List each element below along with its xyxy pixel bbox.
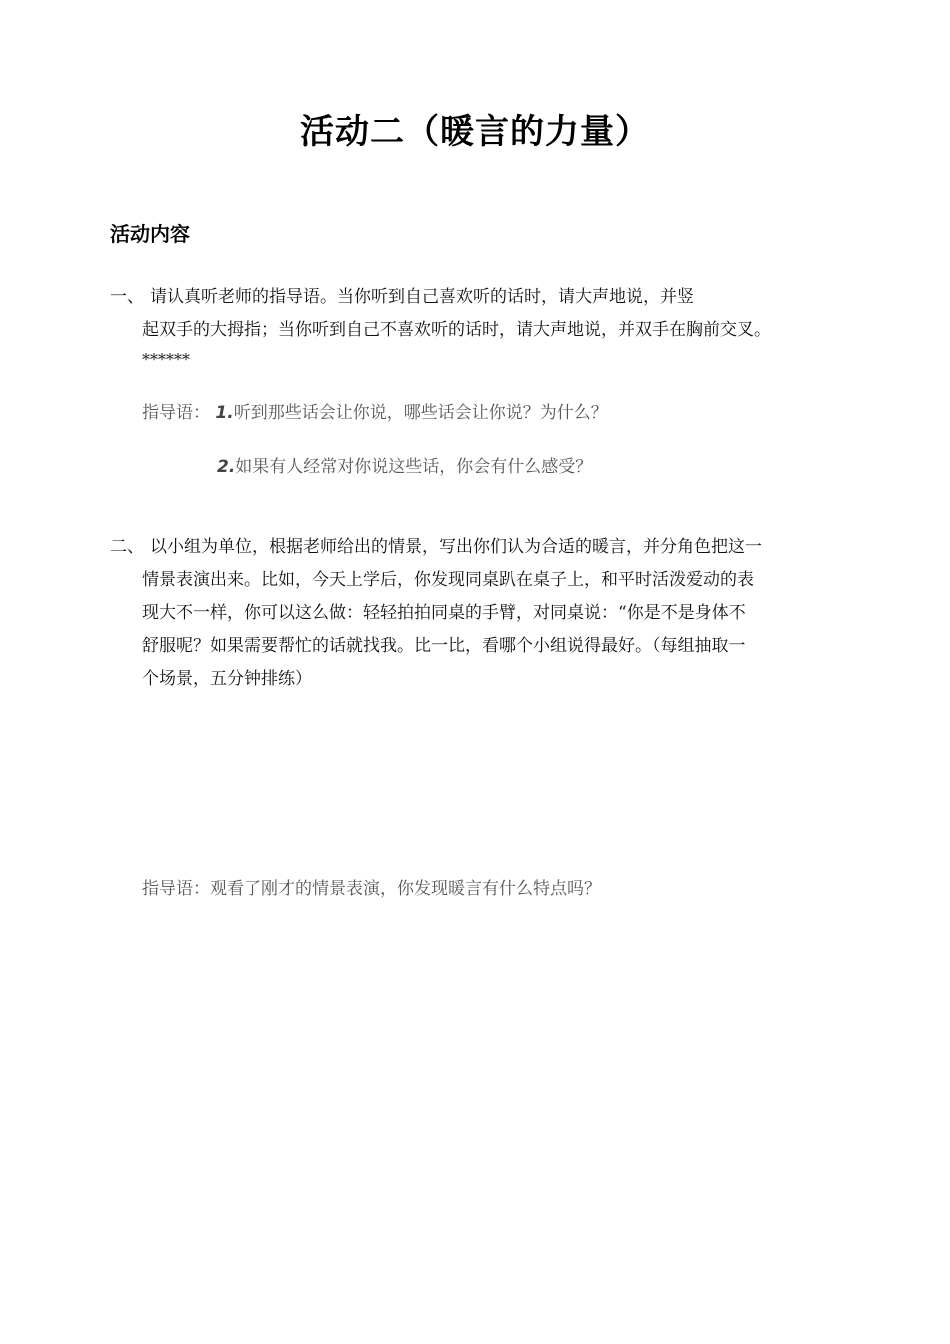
item-1-line-2: 起双手的大拇指；当你听到自己不喜欢听的话时，请大声地说，并双手在胸前交叉。	[142, 320, 771, 340]
guide-prompt-3: 指导语：观看了刚才的情景表演，你发现暖言有什么特点吗？	[142, 879, 601, 899]
item-2-line-5: 个场景，五分钟排练）	[142, 669, 312, 689]
item-1-line-1: 请认真听老师的指导语。当你听到自己喜欢听的话时，请大声地说，并竖	[150, 287, 694, 307]
guide-1-number: 1.	[215, 403, 234, 423]
asterisk-separator: ******	[142, 350, 190, 369]
item-2-marker: 二、	[110, 537, 144, 557]
guide-1-label: 指导语：	[142, 403, 210, 423]
guide-2-number: 2.	[217, 457, 236, 477]
guide-prompt-1	[142, 398, 608, 423]
activity-item-1	[110, 281, 850, 347]
item-2-line-1: 以小组为单位，根据老师给出的情景，写出你们认为合适的暖言，并分角色把这一	[150, 537, 762, 557]
item-2-line-3: 现大不一样，你可以这么做：轻轻拍拍同桌的手臂，对同桌说：“你是不是身体不	[142, 603, 746, 623]
guide-1-text: 听到那些话会让你说，哪些话会让你说？为什么？	[233, 403, 608, 423]
guide-2-text: 如果有人经常对你说这些话，你会有什么感受？	[235, 457, 593, 477]
item-2-line-4: 舒服呢？如果需要帮忙的话就找我。比一比，看哪个小组说得最好。（每组抽取一	[142, 636, 746, 656]
section-heading: 活动内容	[110, 222, 190, 246]
item-1-marker: 一、	[110, 287, 144, 307]
item-2-line-2: 情景表演出来。比如，今天上学后，你发现同桌趴在桌子上，和平时活泼爱动的表	[142, 570, 754, 590]
activity-item-2	[110, 531, 850, 696]
page-title: 活动二（暖言的力量）	[300, 112, 650, 152]
guide-prompt-2	[217, 452, 592, 477]
